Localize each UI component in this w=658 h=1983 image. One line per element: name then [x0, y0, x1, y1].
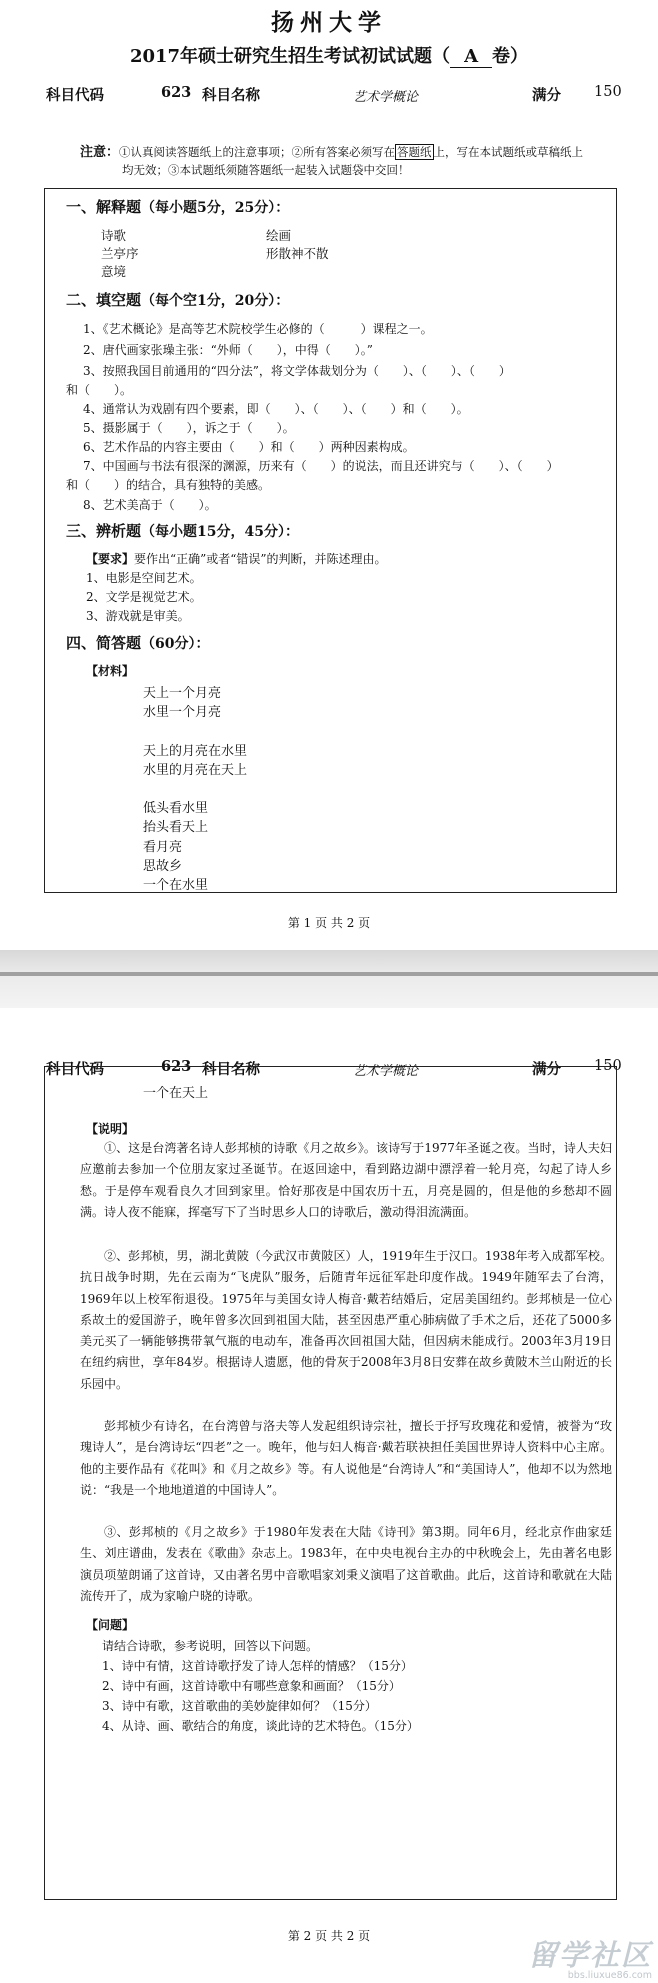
term-lanting: 兰亭序: [101, 246, 139, 261]
full-score-label: 满分: [532, 1061, 561, 1078]
exam-title-suffix: 卷）: [492, 46, 529, 67]
notice-line-1: 注意：①认真阅读答题纸上的注意事项；②所有答案必须写在 答题纸 上，写在本试题纸或草稿纸上: [80, 145, 584, 160]
page-1-footer: 第 1 页 共 2 页: [287, 916, 371, 930]
question-intro: 请结合诗歌，参考说明，回答以下问题。: [102, 1639, 319, 1653]
explain-paragraph-1: ①、这是台湾著名诗人彭邦桢的诗歌《月之故乡》。该诗写于1977年圣诞之夜。当时，诗人夫妇应邀前去参加一个位朋友家过圣诞节。在返回途中，看到路边湖中漂浮着一轮月亮，勾起了诗人乡愁。于是停车观看良久才回到家里。恰好那夜是中国农历十五，月亮是圆的，但是他的乡愁却不圆满。诗人夜不能寐，挥毫写下了当时思乡人口的诗歌后，激动得泪流满面。: [80, 1141, 612, 1219]
full-score-label: 满分: [532, 87, 561, 104]
page-2-footer: 第 2 页 共 2 页: [287, 1929, 371, 1943]
question-label: 【问题】: [86, 1618, 135, 1632]
explain-paragraph-3: 彭邦桢少有诗名，在台湾曾与洛夫等人发起组织诗宗社，擅长于抒写玫瑰花和爱情，被誉为“玫瑰诗人”，是台湾诗坛“四老”之一。晚年，他与妇人梅音·戴若联袂担任美国世界诗人资料中心主席。他的主要作品有《花叫》和《月之故乡》等。有人说他是“台湾诗人”和“美国诗人”，他却不以为然地说：“我是一个地地道道的中国诗人”。: [80, 1419, 612, 1497]
judge-item-2: 2、文学是视觉艺术。: [86, 590, 202, 604]
exam-title: [0, 42, 658, 68]
poem-line: 思故乡: [143, 859, 183, 874]
site-watermark: [502, 1933, 652, 1981]
watermark-url: bbs.liuxue86.com: [567, 1970, 652, 1981]
poem-line: 水里的月亮在天上: [143, 763, 248, 778]
poem-line: 天上的月亮在水里: [143, 744, 248, 759]
subject-code-label: 科目代码: [46, 1061, 104, 1078]
page-separator: [0, 950, 658, 1008]
answer-sheet-boxed: 答题纸: [397, 145, 432, 159]
fill-q5: 5、摄影属于（ ），诉之于（ ）。: [83, 421, 295, 435]
subject-code: 623: [161, 1058, 192, 1075]
subject-code: 623: [161, 84, 192, 101]
subject-name-label: 科目名称: [202, 87, 260, 104]
short-question-4: 4、从诗、画、歌结合的角度，谈此诗的艺术特色。（15分）: [102, 1719, 419, 1733]
short-question-1: 1、诗中有情，这首诗歌抒发了诗人怎样的情感？（15分）: [102, 1659, 413, 1673]
exam-paper-letter: A: [450, 46, 492, 68]
notice-line-2: 均无效；③本试题纸须随答题纸一起装入试题袋中交回！: [122, 163, 410, 177]
poem-line: 一个在水里: [143, 878, 209, 893]
term-poetry: 诗歌: [101, 228, 127, 243]
judge-item-1: 1、电影是空间艺术。: [86, 571, 202, 585]
term-form-spirit: 形散神不散: [266, 246, 329, 261]
fill-q2: 2、唐代画家张璪主张：“外师（ ），中得（ ）。”: [83, 343, 373, 357]
full-score: 150: [594, 1058, 622, 1074]
notice-label: 注意：: [80, 145, 120, 160]
judge-item-3: 3、游戏就是审美。: [86, 609, 190, 623]
poem-line: 抬头看天上: [143, 820, 209, 835]
university-name: 扬州大学: [271, 9, 387, 36]
explain-paragraph-4: ③、彭邦桢的《月之故乡》于1980年发表在大陆《诗刊》第3期。同年6月，经北京作曲家廷生、刘庄谱曲，发表在《歌曲》杂志上。1983年，在中央电视台主办的中秋晚会上，先由著名电影演员项堃朗诵了这首诗，又由著名男中音歌唱家刘秉义演唱了这首歌曲。此后，这首诗和歌就在大陆流传开了，成为家喻户晓的诗歌。: [80, 1525, 612, 1603]
section-2-heading: 二、填空题（每个空1分，20分）：: [66, 291, 290, 309]
fill-q1: 1、《艺术概论》是高等艺术院校学生必修的（ ）课程之一。: [83, 322, 433, 336]
term-artistic-conception: 意境: [101, 264, 127, 279]
fill-q8: 8、艺术美高于（ ）。: [83, 498, 217, 512]
poem-line-last: 一个在天上: [143, 1086, 209, 1101]
term-painting: 绘画: [266, 228, 292, 243]
short-question-2: 2、诗中有画，这首诗歌中有哪些意象和画面？（15分）: [102, 1679, 401, 1693]
explain-paragraph-2: ②、彭邦桢，男，湖北黄陂（今武汉市黄陂区）人，1919年生于汉口。1938年考入成都军校。抗日战争时期，先在云南为“飞虎队”服务，后随青年远征军赴印度作战。1949年随军去了台湾，1969年以上校军衔退役。1975年与美国女诗人梅音·戴若结婚后，定居美国纽约。彭邦桢是一位心系故土的爱国游子，晚年曾多次回到祖国大陆，甚至因患严重心肺病做了手术之后，还花了5000多美元买了一辆能够携带氧气瓶的电动车，准备再次回祖国大陆，但因病未能成行。2003年3月19日在纽约病世，享年84岁。根据诗人遗愿，他的骨灰于2008年3月8日安葬在故乡黄陂木兰山附近的长乐园中。: [80, 1249, 612, 1391]
poem-line: 水里一个月亮: [143, 705, 222, 720]
fill-q6: 6、艺术作品的内容主要由（ ）和（ ）两种因素构成。: [83, 440, 415, 454]
watermark-brand: 留学社区: [527, 1938, 652, 1972]
fill-q3-cont: 和（ ）。: [66, 383, 133, 397]
subject-name: 艺术学概论: [353, 1064, 419, 1079]
exam-title-prefix: 2017年硕士研究生招生考试初试试题（: [129, 46, 451, 67]
section-4-heading: 四、简答题（60分）：: [66, 634, 210, 652]
fill-q7: 7、中国画与书法有很深的渊源，历来有（ ）的说法，而且还讲究与（ ）、（ ）: [83, 459, 559, 473]
subject-name: 艺术学概论: [353, 90, 419, 105]
poem-line: 看月亮: [143, 840, 183, 855]
subject-name-label: 科目名称: [202, 1061, 260, 1078]
material-label: 【材料】: [86, 664, 135, 678]
subject-code-label: 科目代码: [46, 87, 104, 104]
section-1-heading: 一、解释题（每小题5分，25分）：: [66, 198, 290, 216]
explain-label: 【说明】: [86, 1122, 135, 1136]
fill-q7-cont: 和（ ）的结合，具有独特的美感。: [66, 478, 271, 492]
short-question-3: 3、诗中有歌，这首歌曲的美妙旋律如何？（15分）: [102, 1699, 377, 1713]
fill-q4: 4、通常认为戏剧有四个要素，即（ ）、（ ）、（ ）和（ ）。: [83, 402, 469, 416]
poem-line: 低头看水里: [143, 801, 209, 816]
full-score: 150: [594, 84, 622, 100]
section-3-requirement: 【要求】要作出“正确”或者“错误”的判断，并陈述理由。: [86, 552, 387, 566]
fill-q3: 3、按照我国目前通用的“四分法”，将文学体裁划分为（ ）、（ ）、（ ）: [83, 364, 511, 378]
poem-line: 天上一个月亮: [143, 686, 222, 701]
section-3-heading: 三、辨析题（每小题15分，45分）：: [66, 522, 299, 540]
